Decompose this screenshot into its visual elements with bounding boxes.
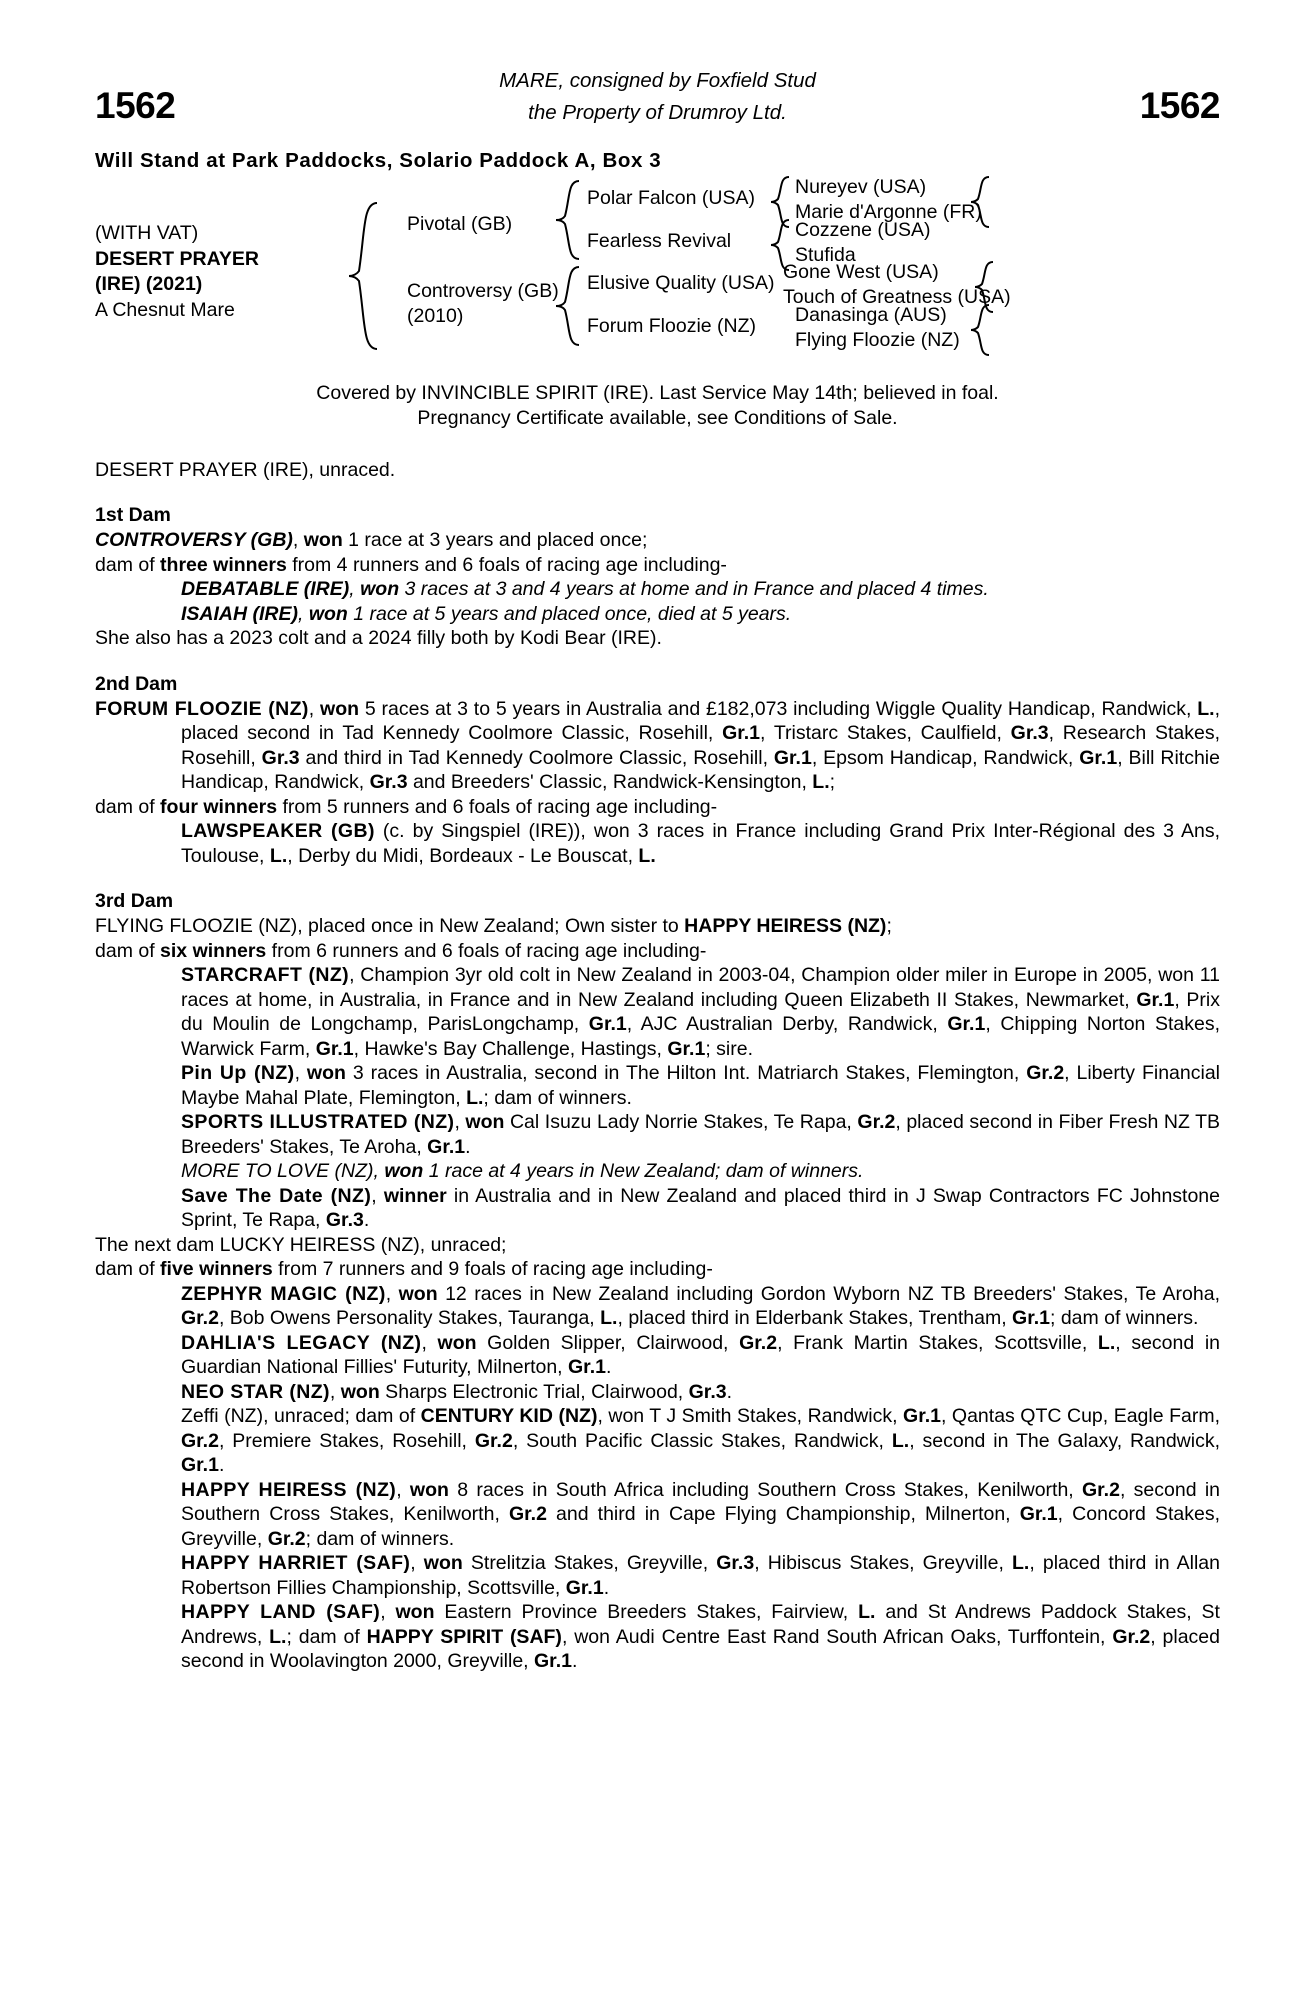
- pedigree-grandparent-4: Forum Floozie (NZ): [587, 315, 757, 337]
- consignor-block: [95, 55, 1220, 129]
- first-dam-line-1: CONTROVERSY (GB), won 1 race at 3 years and placed once;: [95, 529, 648, 551]
- third-dam-damof: dam of six winners from 6 runners and 6 foals of racing age including-: [95, 939, 707, 962]
- fourth-dam-progeny-2: DAHLIA'S LEGACY (NZ), won Golden Slipper, Clairwood, Gr.2, Frank Martin Stakes, Scottsville, L., second in Guardian National Fillies' Futurity, Milnerton, Gr.1.: [181, 1331, 1221, 1378]
- third-dam-line-1: FLYING FLOOZIE (NZ), placed once in New Zealand; Own sister to HAPPY HEIRESS (NZ);: [95, 915, 892, 937]
- ggp-4a: Danasinga (AUS): [795, 304, 947, 326]
- first-dam-heading: 1st Dam: [95, 504, 171, 526]
- pedigree-grandparent-3: Elusive Quality (USA): [587, 272, 775, 294]
- subject-name: DESERT PRAYER: [95, 247, 259, 270]
- pedigree-dam-name: Controversy (GB): [407, 280, 559, 302]
- second-dam-damof: dam of four winners from 5 runners and 6 foals of racing age including-: [95, 795, 718, 818]
- subject-race-record: DESERT PRAYER (IRE), unraced.: [95, 459, 396, 481]
- covering-line-1: Covered by INVINCIBLE SPIRIT (IRE). Last Service May 14th; believed in foal.: [316, 382, 999, 404]
- fourth-dam-progeny-7: HAPPY LAND (SAF), won Eastern Province Breeders Stakes, Fairview, L. and St Andrews Paddock Stakes, St Andrews, L.; dam of HAPPY SPIRIT (SAF), won Audi Centre East Rand South African Oaks, Turffontein, Gr.2, placed second in Woolavington 2000, Greyville, Gr.1.: [181, 1601, 1220, 1672]
- third-dam-progeny-2: Pin Up (NZ), won 3 races in Australia, second in The Hilton Int. Matriarch Stakes, Flemington, Gr.2, Liberty Financial Maybe Mahal Plate, Flemington, L.; dam of winners.: [181, 1062, 1220, 1109]
- ggp-3b: Touch of Greatness (USA): [783, 286, 1011, 308]
- third-dam-heading: 3rd Dam: [95, 890, 174, 912]
- pedigree-sire: Pivotal (GB): [407, 213, 513, 235]
- page-header: [95, 55, 1220, 147]
- second-dam-line-1: FORUM FLOOZIE (NZ), won 5 races at 3 to 5 years in Australia and £182,073 including Wiggle Quality Handicap, Randwick, L., placed second in Tad Kennedy Coolmore Classic, Rosehill, Gr.1, Tristarc Stakes, Caulfield, Gr.3, Research Stakes, Rosehill, Gr.3 and third in Tad Kennedy Coolmore Classic, Rosehill, Gr.1, Epsom Handicap, Randwick, Gr.1, Bill Ritchie Handicap, Randwick, Gr.3 and Breeders' Classic, Randwick-Kensington, L.;: [95, 697, 1220, 793]
- third-dam-progeny-3: SPORTS ILLUSTRATED (NZ), won Cal Isuzu Lady Norrie Stakes, Te Rapa, Gr.2, placed second in Fiber Fresh NZ TB Breeders' Stakes, Te Aroha, Gr.1.: [181, 1111, 1220, 1158]
- brace-subject: [343, 201, 383, 351]
- ggp-1b: Marie d'Argonne (FR): [795, 201, 982, 223]
- consignor-line-1: MARE, consigned by Foxfield Stud: [499, 69, 816, 92]
- ggp-4b: Flying Floozie (NZ): [795, 329, 960, 351]
- first-dam-progeny-1: DEBATABLE (IRE), won 3 races at 3 and 4 years at home and in France and placed 4 times.: [181, 578, 989, 600]
- lot-number-right: 1562: [1139, 85, 1220, 126]
- ggp-1a: Nureyev (USA): [795, 176, 927, 198]
- second-dam-heading: 2nd Dam: [95, 672, 178, 695]
- covering-line-2: Pregnancy Certificate available, see Conditions of Sale.: [417, 407, 898, 429]
- vat-note: (WITH VAT): [95, 222, 199, 244]
- pedigree-dam-year: (2010): [407, 305, 464, 327]
- fourth-dam-damof: dam of five winners from 7 runners and 9 foals of racing age including-: [95, 1258, 713, 1280]
- first-dam-name: CONTROVERSY (GB): [95, 529, 293, 551]
- ggp-2b: Stufida: [795, 244, 856, 266]
- stand-location-line: Will Stand at Park Paddocks, Solario Paddock A, Box 3: [95, 149, 662, 172]
- second-dam-name: FORUM FLOOZIE (NZ): [95, 697, 309, 720]
- brace-sire: [551, 179, 583, 261]
- pedigree-grandparent-1: Polar Falcon (USA): [587, 187, 755, 209]
- fourth-dam-progeny-3: NEO STAR (NZ), won Sharps Electronic Trial, Clairwood, Gr.3.: [181, 1380, 733, 1403]
- third-dam-progeny-5: Save The Date (NZ), winner in Australia and in New Zealand and placed third in J Swap Contractors FC Johnstone Sprint, Te Rapa, Gr.3.: [181, 1184, 1220, 1231]
- pedigree-subject: [95, 221, 310, 323]
- fourth-dam-progeny-6: HAPPY HARRIET (SAF), won Strelitzia Stakes, Greyville, Gr.3, Hibiscus Stakes, Greyville, L., placed third in Allan Robertson Fillies Championship, Scottsville, Gr.1.: [181, 1552, 1220, 1599]
- first-dam-closing: She also has a 2023 colt and a 2024 filly both by Kodi Bear (IRE).: [95, 627, 662, 649]
- lot-number-left: 1562: [95, 85, 176, 126]
- ggp-3a: Gone West (USA): [783, 261, 939, 283]
- subject-origin-year: (IRE) (2021): [95, 273, 203, 295]
- fourth-dam-progeny-1: ZEPHYR MAGIC (NZ), won 12 races in New Zealand including Gordon Wyborn NZ TB Breeders' Stakes, Te Aroha, Gr.2, Bob Owens Personality Stakes, Tauranga, L., placed third in Elderbank Stakes, Trentham, Gr.1; dam of winners.: [181, 1282, 1220, 1329]
- covering-note: [95, 381, 1220, 431]
- ggp-2a: Cozzene (USA): [795, 219, 931, 241]
- second-dam-progeny-1: LAWSPEAKER (GB) (c. by Singspiel (IRE)), won 3 races in France including Grand Prix Inter-Régional des 3 Ans, Toulouse, L., Derby du Midi, Bordeaux - Le Bouscat, L.: [181, 820, 1220, 867]
- fourth-dam-intro: The next dam LUCKY HEIRESS (NZ), unraced;: [95, 1233, 507, 1256]
- fourth-dam-progeny-5: HAPPY HEIRESS (NZ), won 8 races in South Africa including Southern Cross Stakes, Kenilworth, Gr.2, second in Southern Cross Stakes, Kenilworth, Gr.2 and third in Cape Flying Championship, Milnerton, Gr.1, Concord Stakes, Greyville, Gr.2; dam of winners.: [181, 1478, 1221, 1550]
- pedigree-dam: [407, 279, 559, 329]
- fourth-dam-progeny-4: Zeffi (NZ), unraced; dam of CENTURY KID (NZ), won T J Smith Stakes, Randwick, Gr.1, Qantas QTC Cup, Eagle Farm, Gr.2, Premiere Stakes, Rosehill, Gr.2, South Pacific Classic Stakes, Randwick, L., second in The Galaxy, Randwick, Gr.1.: [181, 1405, 1220, 1476]
- pedigree-grandparent-2: Fearless Revival: [587, 230, 732, 252]
- pedigree-great-grandparents-4: [795, 303, 960, 353]
- third-dam-progeny-1: STARCRAFT (NZ), Champion 3yr old colt in New Zealand in 2003-04, Champion older miler in Europe in 2005, won 11 races at home, in Australia, in France and in New Zealand including Queen Elizabeth II Stakes, Newmarket, Gr.1, Prix du Moulin de Longchamp, ParisLongchamp, Gr.1, AJC Australian Derby, Randwick, Gr.1, Chipping Norton Stakes, Warwick Farm, Gr.1, Hawke's Bay Challenge, Hastings, Gr.1; sire.: [181, 964, 1221, 1060]
- first-dam-line-2: dam of three winners from 4 runners and 6 foals of racing age including-: [95, 553, 727, 576]
- third-dam-progeny-4: MORE TO LOVE (NZ), won 1 race at 4 years in New Zealand; dam of winners.: [181, 1160, 864, 1182]
- subject-description: A Chesnut Mare: [95, 298, 235, 321]
- consignor-line-2: the Property of Drumroy Ltd.: [528, 101, 787, 124]
- pedigree-chart: [95, 176, 1220, 379]
- first-dam-progeny-2: ISAIAH (IRE), won 1 race at 5 years and placed once, died at 5 years.: [181, 602, 792, 625]
